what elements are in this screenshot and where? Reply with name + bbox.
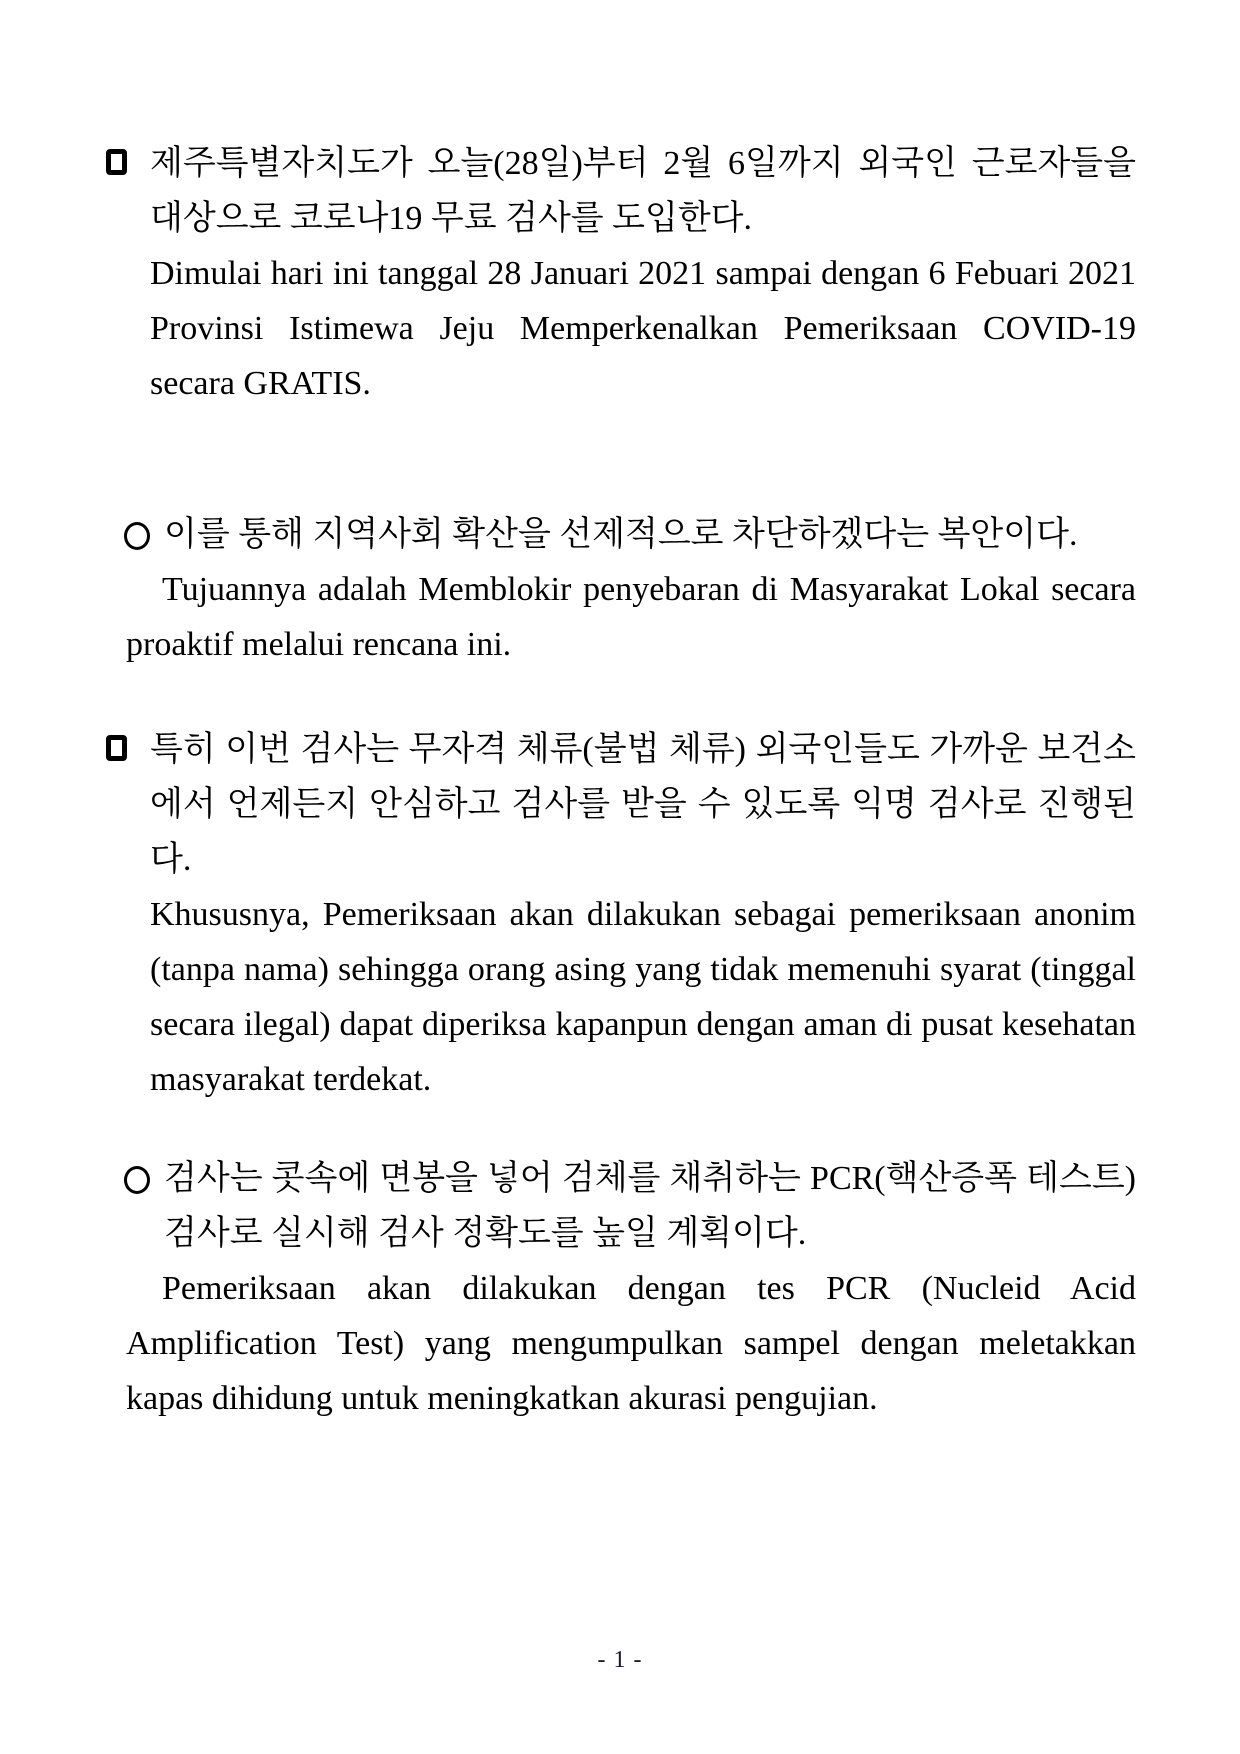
circle-bullet-icon — [124, 1166, 150, 1194]
korean-paragraph: 제주특별자치도가 오늘(28일)부터 2월 6일까지 외국인 근로자들을 대상으로 코로나19 무료 검사를 도입한다. — [150, 145, 1136, 237]
bullet-section-3 — [104, 722, 1136, 1107]
section-text — [126, 507, 1136, 672]
section-text — [150, 136, 1136, 411]
square-bullet-icon — [106, 735, 127, 761]
korean-paragraph: 이를 통해 지역사회 확산을 선제적으로 차단하겠다는 복안이다. — [164, 516, 1078, 553]
section-text — [126, 1151, 1136, 1426]
square-bullet-icon — [106, 149, 127, 175]
circle-bullet-icon — [124, 522, 150, 550]
page-number: - 1 - — [597, 1647, 643, 1673]
korean-paragraph: 검사는 콧속에 면봉을 넣어 검체를 채취하는 PCR(핵산증폭 테스트) 검사로 실시해 검사 정확도를 높일 계획이다. — [164, 1160, 1136, 1252]
korean-paragraph: 특히 이번 검사는 무자격 체류(불법 체류) 외국인들도 가까운 보건소에서 언제든지 안심하고 검사를 받을 수 있도록 익명 검사로 진행된다. — [150, 731, 1136, 878]
section-text — [150, 722, 1136, 1107]
bullet-section-4 — [122, 1151, 1136, 1426]
bullet-section-2 — [122, 507, 1136, 672]
indonesian-paragraph: Dimulai hari ini tanggal 28 Januari 2021 sampai dengan 6 Febuari 2021 Provinsi Istimewa Jeju Memperkenalkan Pemeriksaan COVID-19 secara GRATIS. — [150, 255, 1136, 402]
indonesian-paragraph: Tujuannya adalah Memblokir penyebaran di Masyarakat Lokal secara proaktif melalui rencana ini. — [126, 571, 1136, 663]
indonesian-paragraph: Khususnya, Pemeriksaan akan dilakukan sebagai pemeriksaan anonim (tanpa nama) sehingga orang asing yang tidak memenuhi syarat (tinggal secara ilegal) dapat diperiksa kapanpun dengan aman di pusat kesehatan masyarakat terdekat. — [150, 896, 1136, 1098]
bullet-section-1 — [104, 136, 1136, 411]
indonesian-paragraph: Pemeriksaan akan dilakukan dengan tes PCR (Nucleid Acid Amplification Test) yang mengumpulkan sampel dengan meletakkan kapas dihidung untuk meningkatkan akurasi pengujian. — [126, 1270, 1136, 1417]
